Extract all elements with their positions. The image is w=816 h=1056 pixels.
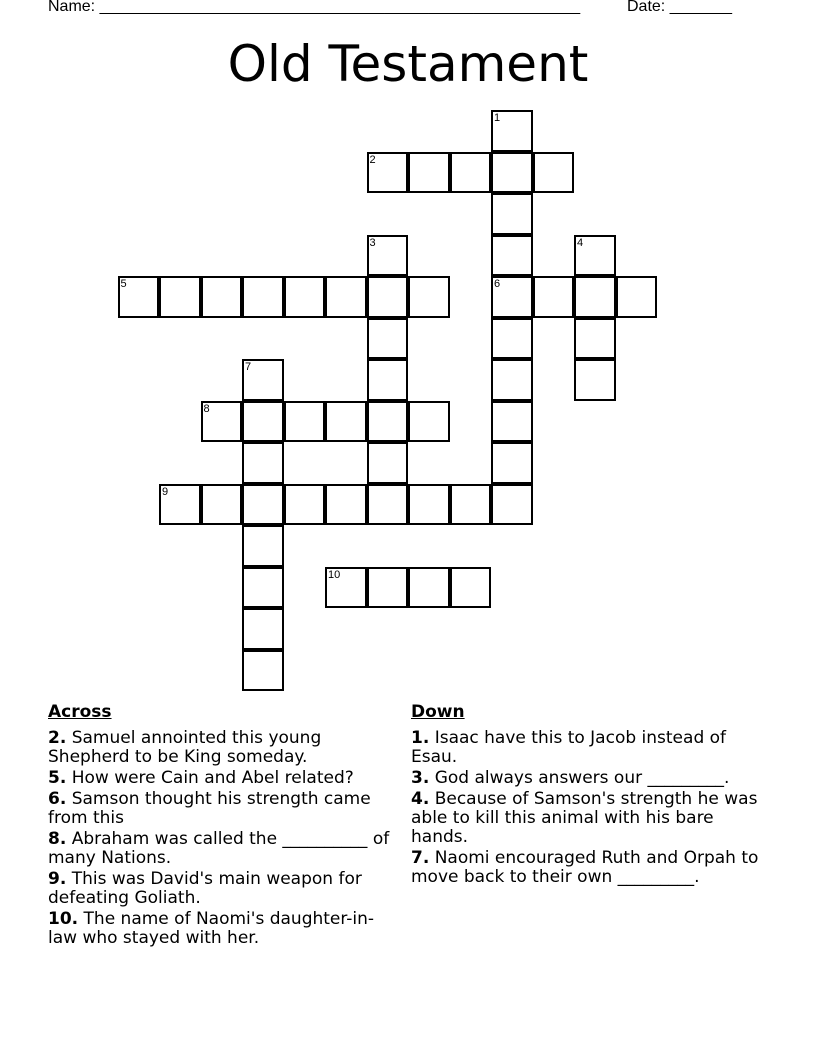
grid-cell[interactable] [325, 276, 367, 318]
page-title: Old Testament [227, 35, 589, 93]
clue-number: 6 [494, 278, 501, 290]
clue-item-text: Samson thought his strength came from this [48, 789, 371, 828]
clue-item-text: Because of Samson's strength he was able to kill this animal with his bare hands. [411, 789, 758, 847]
grid-cell[interactable] [408, 567, 450, 609]
grid-cell[interactable] [242, 567, 284, 609]
clue-item-text: This was David's main weapon for defeating Goliath. [48, 869, 362, 908]
grid-cell[interactable] [325, 401, 367, 443]
grid-cell[interactable] [450, 484, 492, 526]
clue-item-text: God always answers our _________. [434, 768, 730, 788]
grid-cell[interactable] [367, 484, 409, 526]
clue-item-number: 6. [48, 789, 67, 809]
grid-cell[interactable] [367, 152, 409, 194]
grid-cell[interactable] [242, 276, 284, 318]
grid-cell[interactable] [491, 110, 533, 152]
clue-item-text: Isaac have this to Jacob instead of Esau. [411, 728, 727, 767]
grid-cell[interactable] [408, 152, 450, 194]
clue-number: 1 [494, 112, 501, 124]
name-blank[interactable]: ______________________________________________________ [99, 0, 581, 15]
grid-cell[interactable] [118, 276, 160, 318]
grid-cell[interactable] [284, 276, 326, 318]
grid-cell[interactable] [201, 401, 243, 443]
grid-cell[interactable] [242, 608, 284, 650]
grid-cell[interactable] [284, 484, 326, 526]
grid-cell[interactable] [159, 484, 201, 526]
clue-number: 4 [577, 236, 584, 249]
grid-cell[interactable] [491, 235, 533, 277]
grid-cell[interactable] [491, 442, 533, 484]
clue-number: 9 [162, 485, 169, 498]
grid-cell[interactable] [616, 276, 658, 318]
clue-item [411, 849, 771, 887]
clue-number: 10 [328, 568, 341, 581]
grid-cell[interactable] [533, 152, 575, 194]
grid-cell[interactable] [201, 484, 243, 526]
grid-cell[interactable] [242, 442, 284, 484]
clue-item [411, 729, 771, 767]
clue-item [48, 910, 393, 948]
grid-cell[interactable] [491, 401, 533, 443]
clue-item-text: Naomi encouraged Ruth and Orpah to move back to their own _________. [411, 848, 759, 887]
grid-cell[interactable] [201, 276, 243, 318]
clue-number: 8 [203, 402, 210, 415]
clue-item-number: 7. [411, 848, 430, 868]
clue-item-number: 8. [48, 829, 67, 849]
clue-item-text: The name of Naomi's daughter-in-law who stayed with her. [48, 909, 375, 948]
clue-item [48, 870, 393, 908]
grid-cell[interactable] [574, 359, 616, 401]
grid-cell[interactable] [242, 359, 284, 401]
grid-cell[interactable] [367, 318, 409, 360]
grid-cell[interactable] [408, 484, 450, 526]
grid-cell[interactable] [408, 401, 450, 443]
grid-cell[interactable] [491, 276, 533, 318]
clue-item-number: 9. [48, 869, 67, 889]
grid-cell[interactable] [574, 276, 616, 318]
grid-cell[interactable] [367, 276, 409, 318]
clue-item-text: How were Cain and Abel related? [71, 768, 354, 788]
clue-number: 5 [120, 278, 127, 290]
clue-item-number: 5. [48, 768, 67, 788]
down-heading: Down [411, 702, 465, 722]
grid-cell[interactable] [367, 442, 409, 484]
grid-cell[interactable] [491, 193, 533, 235]
clue-item-number: 2. [48, 728, 67, 748]
clue-item-number: 1. [411, 728, 430, 748]
grid-cell[interactable] [533, 276, 575, 318]
down-clue-list [411, 729, 771, 887]
clue-item-text: Abraham was called the __________ of many Nations. [48, 829, 390, 868]
grid-cell[interactable] [242, 650, 284, 692]
clue-item [48, 790, 393, 828]
date-blank[interactable]: _______ [669, 0, 732, 15]
clue-number: 2 [369, 153, 376, 166]
grid-cell[interactable] [284, 401, 326, 443]
clue-number: 7 [245, 361, 252, 373]
grid-cell[interactable] [367, 401, 409, 443]
grid-cell[interactable] [491, 484, 533, 526]
grid-cell[interactable] [491, 359, 533, 401]
grid-cell[interactable] [325, 567, 367, 609]
grid-cell[interactable] [159, 276, 201, 318]
clue-item [48, 729, 393, 767]
across-clue-list [48, 729, 393, 948]
grid-cell[interactable] [242, 525, 284, 567]
name-field[interactable] [48, 0, 580, 16]
name-label: Name: [48, 0, 96, 15]
grid-cell[interactable] [574, 235, 616, 277]
grid-cell[interactable] [325, 484, 367, 526]
clue-item-number: 10. [48, 909, 79, 929]
grid-cell[interactable] [450, 567, 492, 609]
clue-item-number: 3. [411, 768, 430, 788]
grid-cell[interactable] [574, 318, 616, 360]
clue-item [48, 830, 393, 868]
grid-cell[interactable] [367, 359, 409, 401]
date-field[interactable] [627, 0, 732, 16]
across-clues [48, 701, 393, 950]
clue-number: 3 [369, 236, 376, 249]
date-label: Date: [627, 0, 666, 15]
down-clues [411, 701, 771, 889]
clue-item [48, 769, 393, 788]
grid-cell[interactable] [242, 484, 284, 526]
grid-cell[interactable] [491, 318, 533, 360]
clue-item [411, 790, 771, 847]
grid-cell[interactable] [450, 152, 492, 194]
grid-cell[interactable] [367, 235, 409, 277]
clue-item [411, 769, 771, 788]
grid-cell[interactable] [242, 401, 284, 443]
grid-cell[interactable] [491, 152, 533, 194]
grid-cell[interactable] [408, 276, 450, 318]
across-heading: Across [48, 702, 112, 722]
clue-item-number: 4. [411, 789, 430, 809]
grid-cell[interactable] [367, 567, 409, 609]
clue-item-text: Samuel annointed this young Shepherd to be King someday. [48, 728, 322, 767]
